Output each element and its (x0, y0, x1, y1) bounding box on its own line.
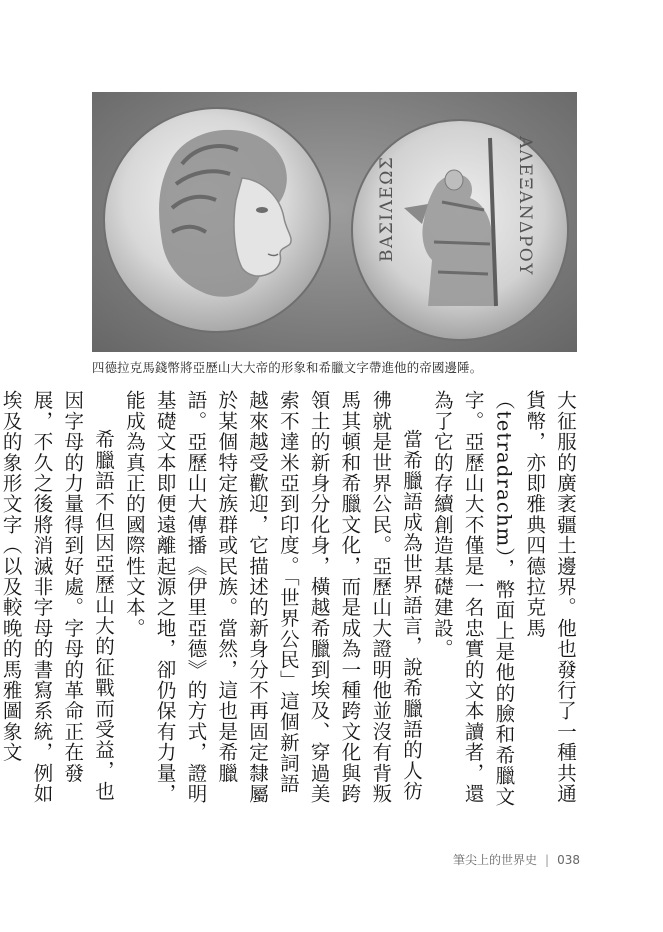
coin-obverse (104, 108, 330, 332)
coins-photo (92, 92, 577, 352)
paragraph: 大征服的廣袤疆土邊界。他也發行了一種共通貨幣，亦即雅典四德拉克馬（tetradrachm），幣面上是他的臉和希臘文字。亞歷山大不僅是一名忠實的文本讀者，還為了它的存續創造基礎建設。 (430, 390, 577, 807)
footer-separator: | (545, 852, 550, 867)
coin-reverse (352, 120, 568, 340)
coin-legend-basileos: ΒΑΣΙΛΕΩΣ (377, 155, 397, 262)
body-text (0, 390, 580, 808)
coin-legend-alexandrou: ΑΛΕΞΑΝΔΡΟΥ (515, 136, 535, 276)
page-number: 038 (557, 852, 580, 867)
paragraph: 希臘語不但因亞歷山大的征戰而受益，也因字母的力量得到好處。字母的革命正在發展，不久之後將消滅非字母的書寫系統，例如埃及的象形文字（以及較晚的馬雅圖象文 (0, 390, 116, 804)
figure-caption: 四德拉克馬錢幣將亞歷山大大帝的形象和希臘文字帶進他的帝國邊陲。 (92, 360, 483, 375)
coins-illustration (92, 92, 577, 352)
page-footer (430, 851, 580, 868)
paragraph: 當希臘語成為世界語言，說希臘語的人彷彿就是世界公民。亞歷山大證明他並沒有背叛馬其頓和希臘文化，而是成為一種跨文化與跨領土的新身分化身，橫越希臘到埃及、穿過美索不達米亞到印度。「世界公民」這個新詞語越來越受歡迎，它描述的新身分不再固定隸屬於某個特定族群或民族。當然，這也是希臘語。亞歷山大傳播《伊里亞德》的方式，證明基礎文本即便遠離起源之地，卻仍保有力量，能成為真正的國際性文本。 (122, 390, 424, 804)
running-title: 筆尖上的世界史 (453, 853, 538, 867)
